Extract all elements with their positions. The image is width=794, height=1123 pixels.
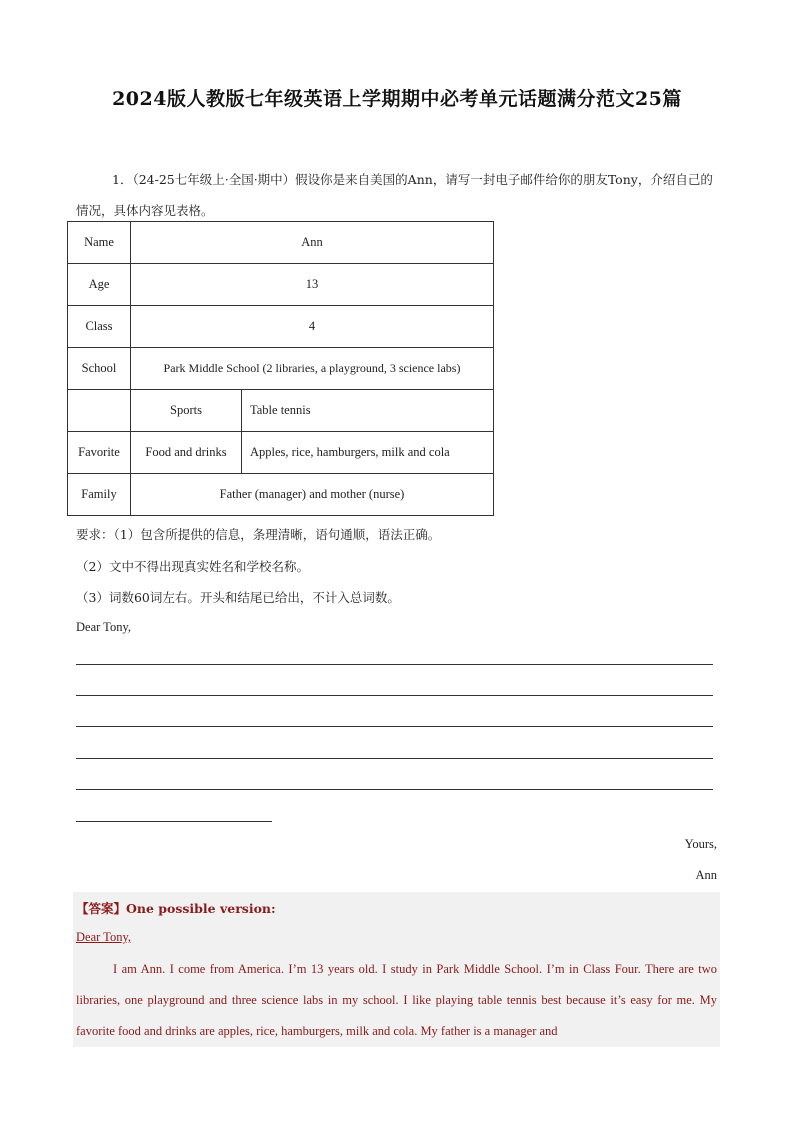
writing-line xyxy=(76,758,713,759)
answer-label: 【答案】One possible version: xyxy=(76,901,276,916)
row-label-favorite-empty xyxy=(68,390,131,432)
table-row xyxy=(68,222,494,264)
requirement-1: 要求：（1）包含所提供的信息，条理清晰，语句通顺，语法正确。 xyxy=(76,527,441,542)
writing-line-short xyxy=(76,821,272,822)
requirement-2: （2）文中不得出现真实姓名和学校名称。 xyxy=(76,559,309,574)
favorite-food-value: Apples, rice, hamburgers, milk and cola xyxy=(242,432,494,474)
favorite-sports-value: Table tennis xyxy=(242,390,494,432)
writing-line xyxy=(76,695,713,696)
info-table xyxy=(67,221,494,516)
row-label-family: Family xyxy=(68,474,131,516)
row-value-class: 4 xyxy=(131,306,494,348)
row-label-class: Class xyxy=(68,306,131,348)
favorite-sports-label: Sports xyxy=(131,390,242,432)
letter-greeting: Dear Tony, xyxy=(76,620,132,634)
row-label-age: Age xyxy=(68,264,131,306)
writing-line xyxy=(76,726,713,727)
question-text: 1．（24-25七年级上·全国·期中）假设你是来自美国的Ann，请写一封电子邮件给你的朋友Tony，介绍自己的情况，具体内容见表格。 xyxy=(76,172,713,218)
table-row xyxy=(68,264,494,306)
table-row xyxy=(68,474,494,516)
row-value-school: Park Middle School (2 libraries, a playground, 3 science labs) xyxy=(131,348,494,390)
answer-body: I am Ann. I come from America. I’m 13 years old. I study in Park Middle School. I’m in Class Four. There are two libraries, one playground and three science labs in my school. I like playing table tennis best because it’s easy for me. My favorite food and drinks are apples, rice, hamburgers, milk and cola. My father is a manager and xyxy=(76,962,717,1038)
requirement-3: （3）词数60词左右。开头和结尾已给出，不计入总词数。 xyxy=(76,590,400,605)
table-row xyxy=(68,432,494,474)
row-label-school: School xyxy=(68,348,131,390)
row-label-favorite: Favorite xyxy=(68,432,131,474)
row-value-family: Father (manager) and mother (nurse) xyxy=(131,474,494,516)
table-row xyxy=(68,348,494,390)
answer-greeting: Dear Tony, xyxy=(76,930,132,944)
row-label-name: Name xyxy=(68,222,131,264)
row-value-name: Ann xyxy=(131,222,494,264)
document-title: 2024版人教版七年级英语上学期期中必考单元话题满分范文25篇 xyxy=(112,88,682,110)
table-row xyxy=(68,306,494,348)
row-value-age: 13 xyxy=(131,264,494,306)
writing-line xyxy=(76,789,713,790)
table-row xyxy=(68,390,494,432)
writing-line xyxy=(76,664,713,665)
favorite-food-label: Food and drinks xyxy=(131,432,242,474)
letter-closing: Yours, xyxy=(684,837,717,851)
letter-signature: Ann xyxy=(695,868,717,882)
